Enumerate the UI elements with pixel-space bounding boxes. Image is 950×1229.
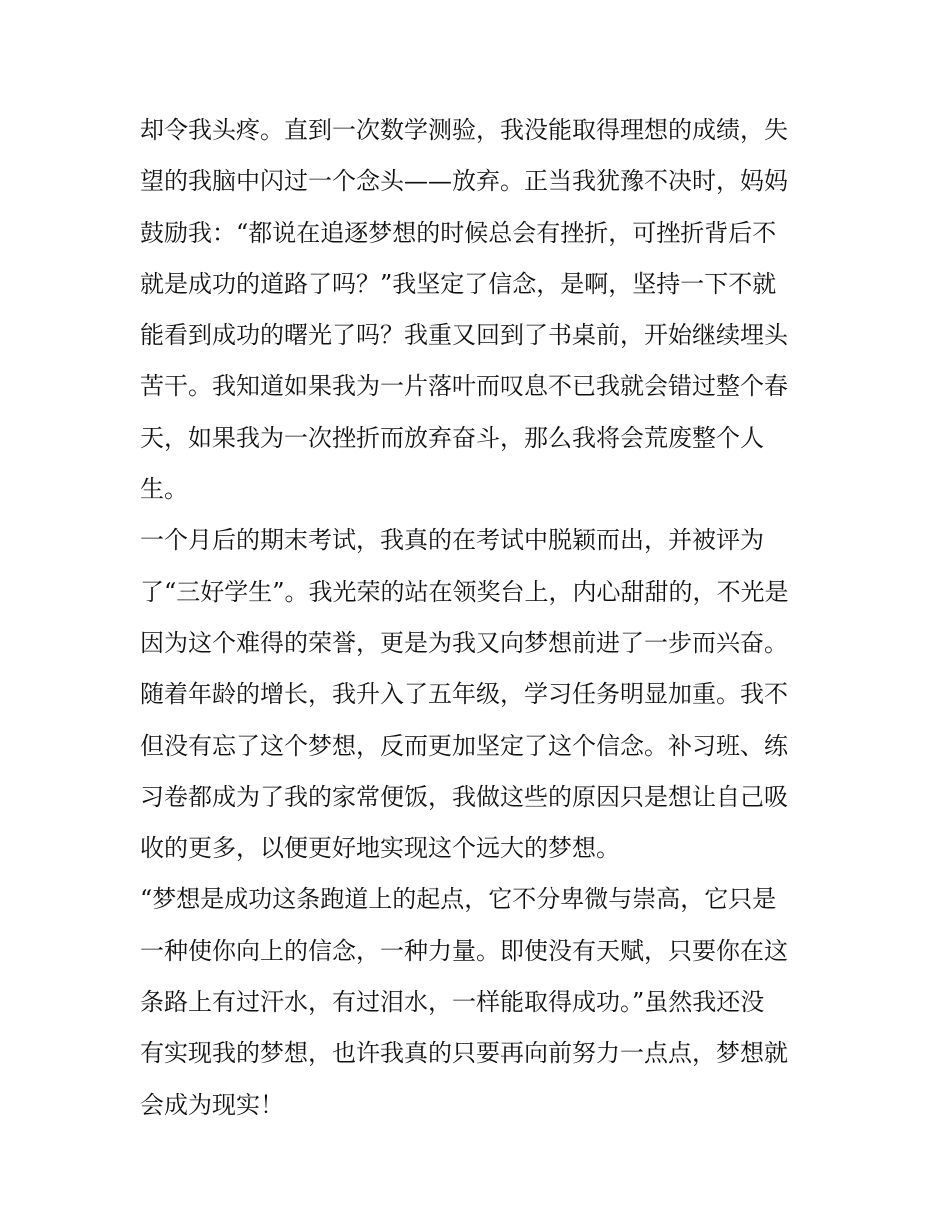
text-line: “梦想是成功这条跑道上的起点，它不分卑微与崇高，它只是: [140, 885, 777, 914]
text-line: 会成为现实！: [140, 1090, 284, 1119]
text-line: 条路上有过汗水，有过泪水，一样能取得成功。”虽然我还没: [140, 988, 765, 1017]
text-line: 但没有忘了这个梦想，反而更加坚定了这个信念。补习班、练: [140, 731, 788, 760]
text-line: 鼓励我：“都说在追逐梦想的时候总会有挫折，可挫折背后不: [140, 218, 777, 247]
text-line: 习卷都成为了我的家常便饭，我做这些的原因只是想让自己吸: [140, 782, 788, 811]
text-line: 收的更多，以便更好地实现这个远大的梦想。: [140, 834, 620, 863]
text-line: 一种使你向上的信念，一种力量。即使没有天赋，只要你在这: [140, 936, 788, 965]
body-text: [140, 105, 820, 1131]
text-line: 苦干。我知道如果我为一片落叶而叹息不已我就会错过整个春: [140, 372, 788, 401]
text-line: 天，如果我为一次挫折而放弃奋斗，那么我将会荒废整个人: [140, 423, 764, 452]
text-line: 一个月后的期末考试，我真的在考试中脱颖而出，并被评为: [140, 526, 764, 555]
text-line: 因为这个难得的荣誉，更是为我又向梦想前进了一步而兴奋。: [140, 628, 788, 657]
text-line: 生。: [140, 475, 188, 504]
text-line: 了“三好学生”。我光荣的站在领奖台上，内心甜甜的，不光是: [140, 577, 789, 606]
text-line: 能看到成功的曙光了吗？我重又回到了书桌前，开始继续埋头: [140, 321, 788, 350]
text-line: 望的我脑中闪过一个念头——放弃。正当我犹豫不决时，妈妈: [140, 167, 788, 196]
text-line: 有实现我的梦想，也许我真的只要再向前努力一点点，梦想就: [140, 1039, 788, 1068]
text-line: 却令我头疼。直到一次数学测验，我没能取得理想的成绩，失: [140, 116, 788, 144]
text-line: 就是成功的道路了吗？”我坚定了信念，是啊，坚持一下不就: [140, 269, 777, 298]
text-line: 随着年龄的增长，我升入了五年级，学习任务明显加重。我不: [140, 680, 788, 709]
